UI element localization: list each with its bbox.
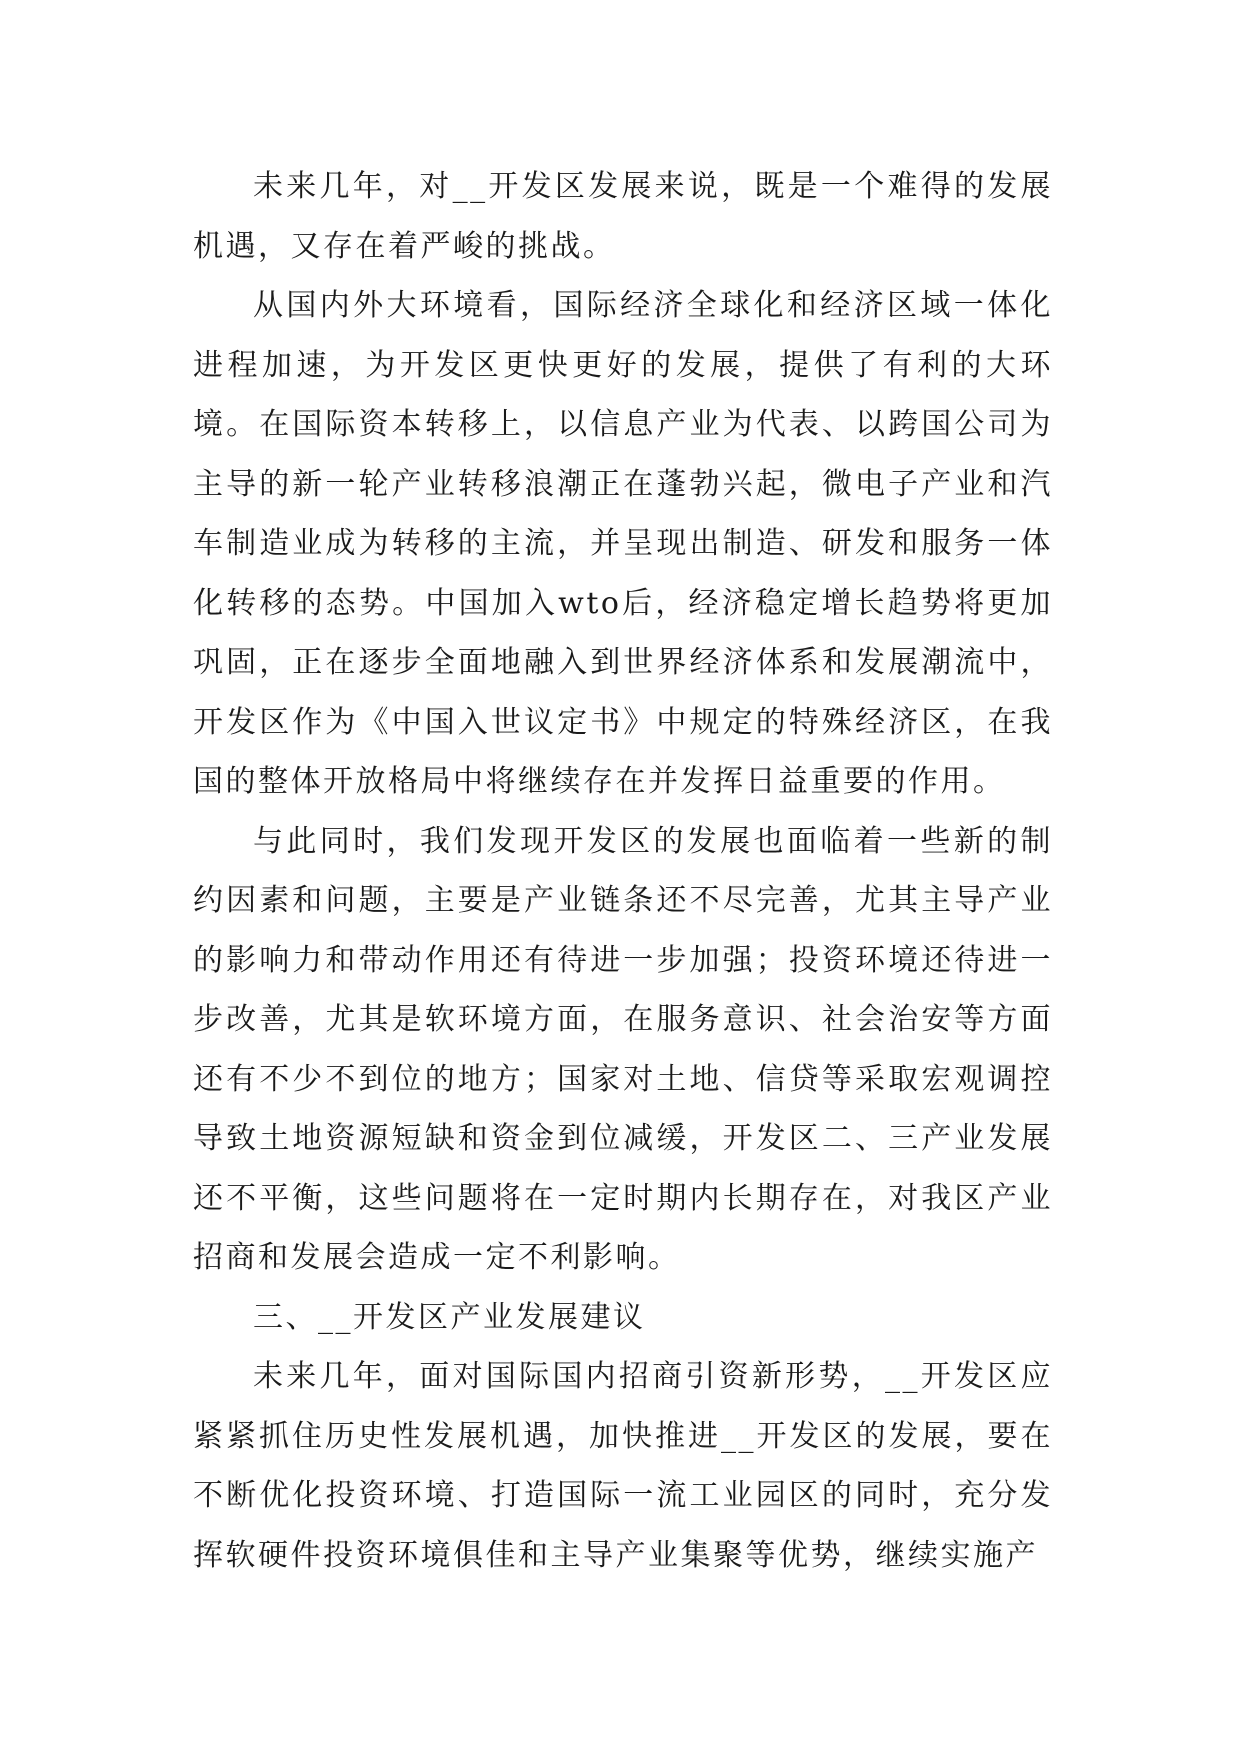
paragraph-intro: 未来几年，对__开发区发展来说，既是一个难得的发展机遇，又存在着严峻的挑战。 xyxy=(193,169,1053,264)
document-body xyxy=(193,157,1053,1585)
section-heading: 三、__开发区产业发展建议 xyxy=(253,1299,646,1335)
paragraph-suggestions: 未来几年，面对国际国内招商引资新形势，__开发区应紧紧抓住历史性发展机遇，加快推进__开发区的发展，要在不断优化投资环境、打造国际一流工业园区的同时，充分发挥软硬件投资环境俱佳和主导产业集聚等优势，继续实施产 xyxy=(193,1359,1053,1573)
paragraph-environment: 从国内外大环境看，国际经济全球化和经济区域一体化进程加速，为开发区更快更好的发展，提供了有利的大环境。在国际资本转移上，以信息产业为代表、以跨国公司为主导的新一轮产业转移浪潮正在蓬勃兴起，微电子产业和汽车制造业成为转移的主流，并呈现出制造、研发和服务一体化转移的态势。中国加入wto后，经济稳定增长趋势将更加巩固，正在逐步全面地融入到世界经济体系和发展潮流中，开发区作为《中国入世议定书》中规定的特殊经济区，在我国的整体开放格局中将继续存在并发挥日益重要的作用。 xyxy=(193,288,1053,799)
paragraph-constraints: 与此同时，我们发现开发区的发展也面临着一些新的制约因素和问题，主要是产业链条还不尽完善，尤其主导产业的影响力和带动作用还有待进一步加强；投资环境还待进一步改善，尤其是软环境方面，在服务意识、社会治安等方面还有不少不到位的地方；国家对土地、信贷等采取宏观调控导致土地资源短缺和资金到位减缓，开发区二、三产业发展还不平衡，这些问题将在一定时期内长期存在，对我区产业招商和发展会造成一定不利影响。 xyxy=(193,823,1053,1275)
